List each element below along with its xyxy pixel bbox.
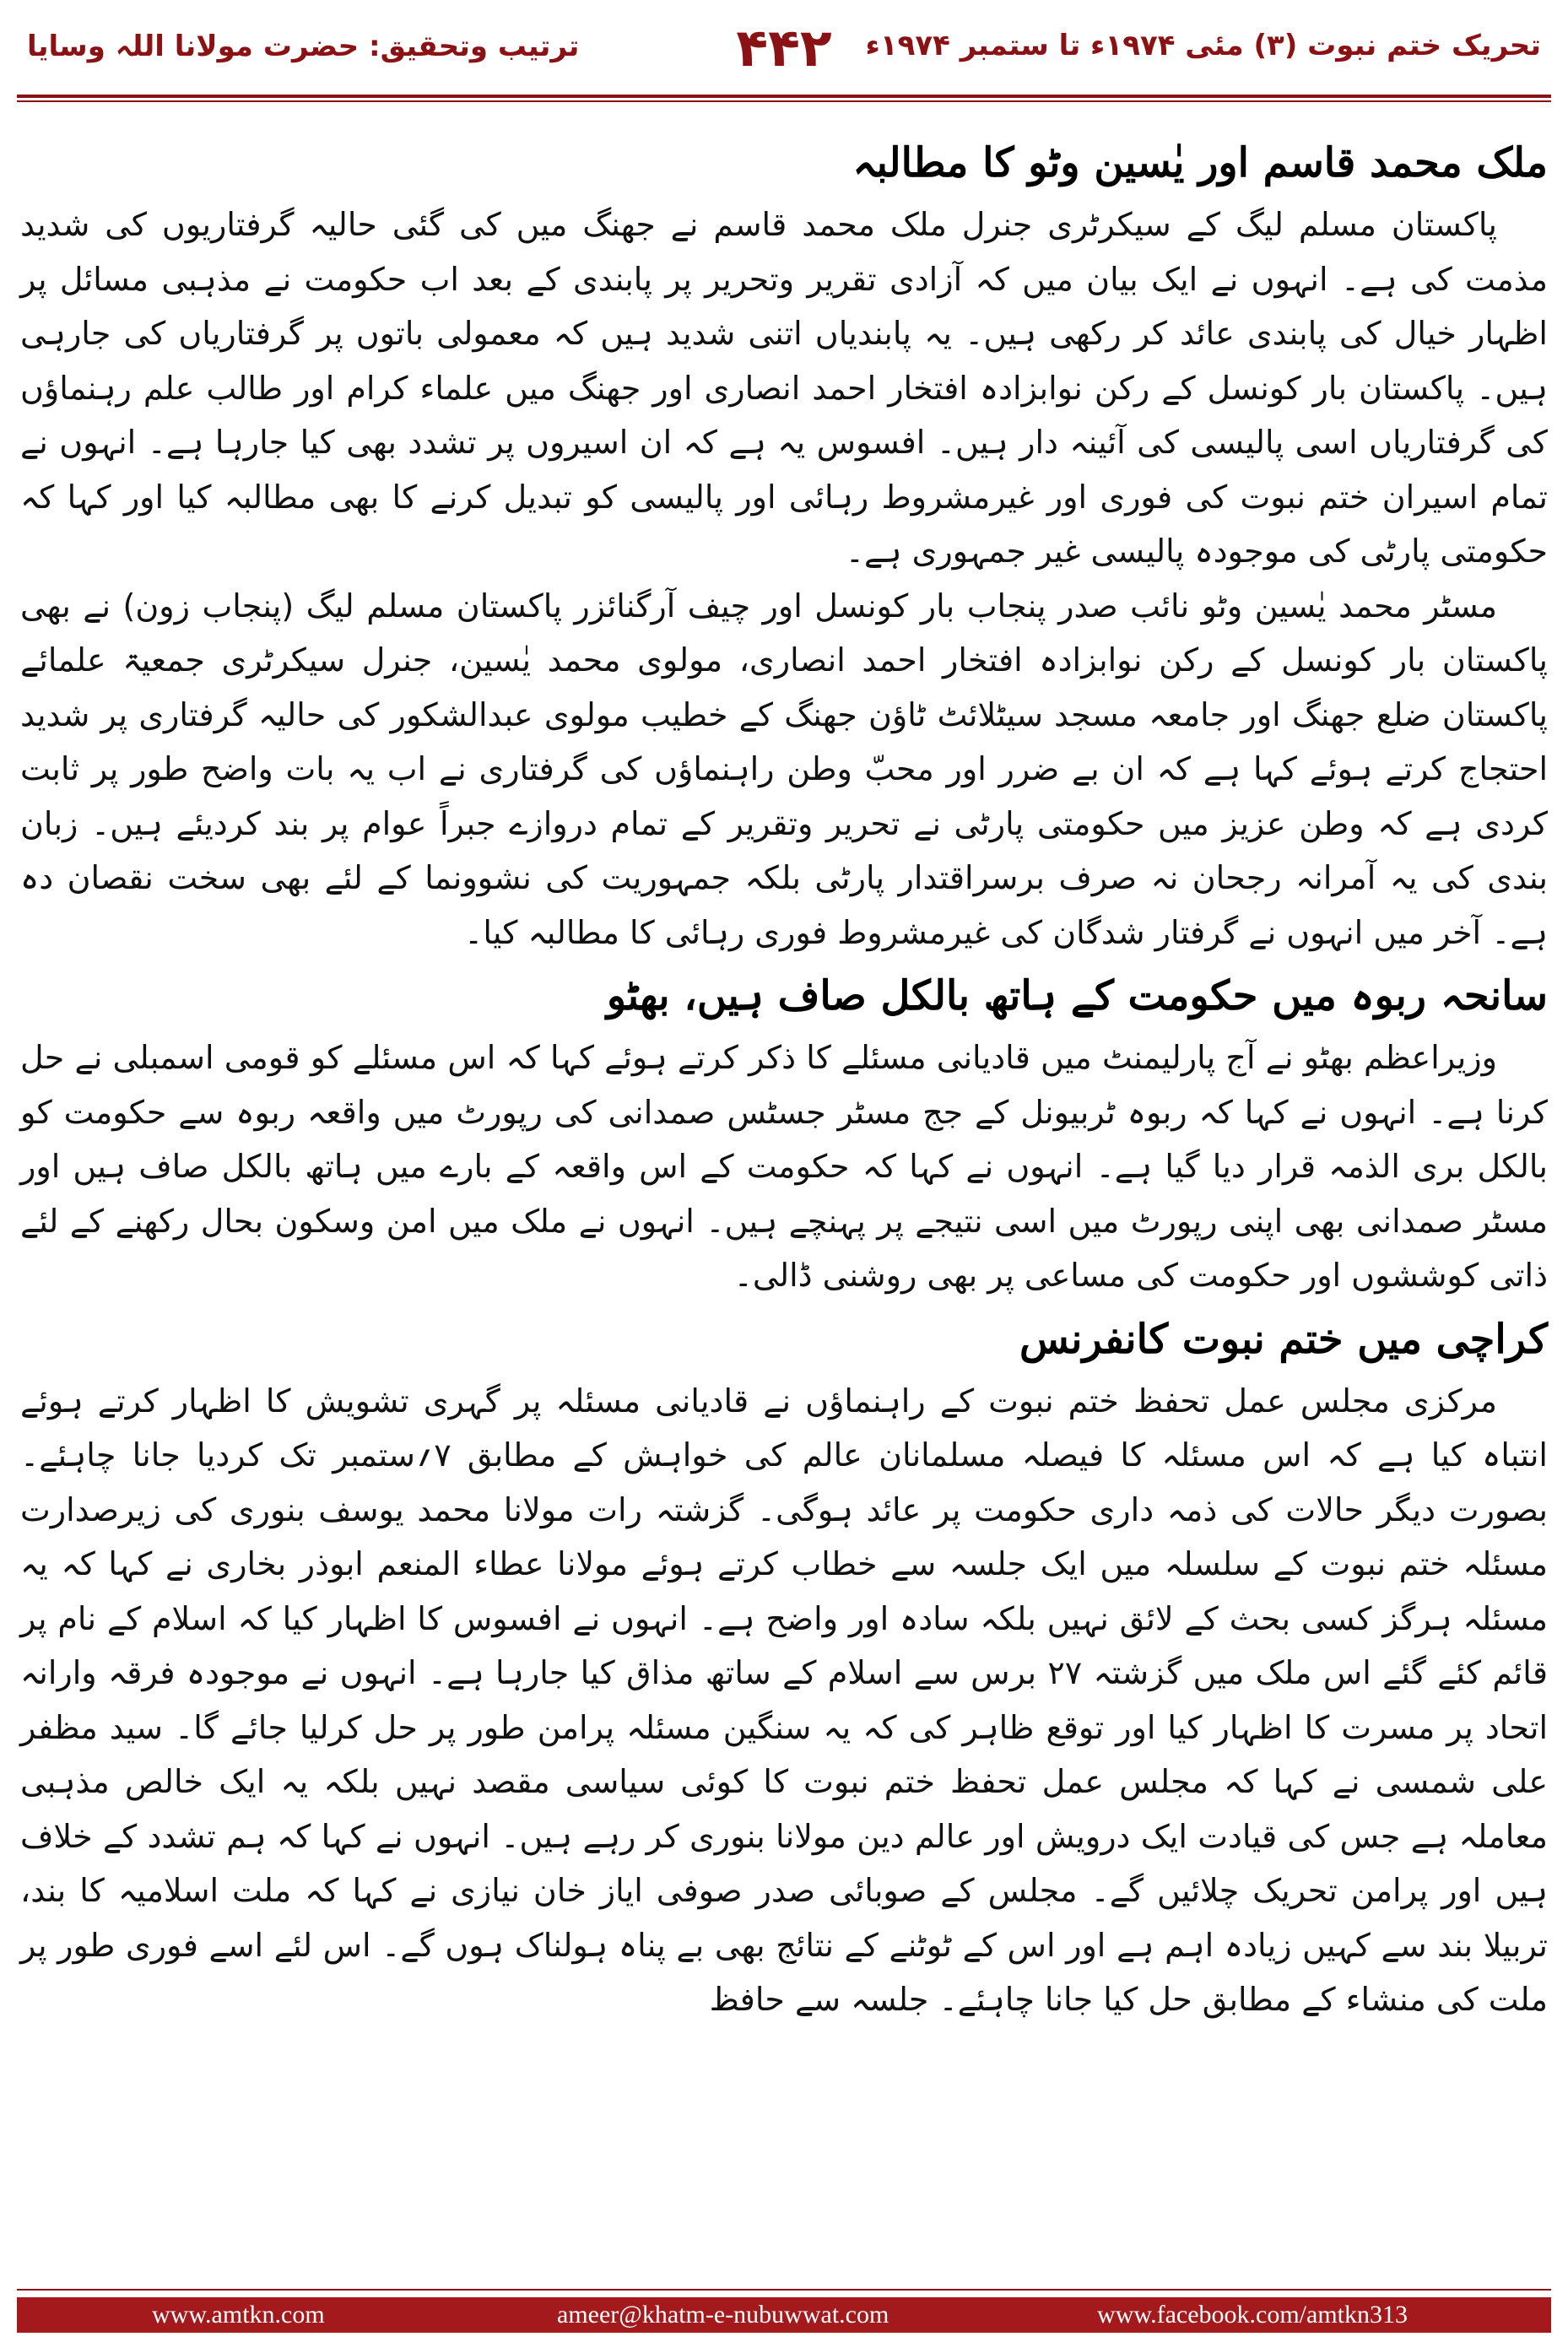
book-title: تحریک ختم نبوت (۳) مئی ۱۹۷۴ء تا ستمبر ۱۹۷۴ء xyxy=(865,29,1541,62)
paragraph: مسٹر محمد یٰسین وٹو نائب صدر پنجاب بار کونسل اور چیف آرگنائزر پاکستان مسلم لیگ (پنجاب زون) نے بھی پاکستان بار کونسل کے رکن نوابزادہ افتخار احمد انصاری، مولوی محمد یٰسین، جنرل سیکرٹری جمعیۃ علمائے پاکستان ضلع جھنگ اور جامعہ مسجد سیٹلائٹ ٹاؤن جھنگ کے خطیب مولوی عبدالشکور کی حالیہ گرفتاری پر شدید احتجاج کرتے ہوئے کہا ہے کہ ان بے ضرر اور محبّ وطن راہنماؤں کی گرفتاری نے اب یہ بات واضح طور پر ثابت کردی ہے کہ وطن عزیز میں حکومتی پارٹی نے تحریر وتقریر کے تمام دروازے جبراً عوام پر بند کردیئے ہیں۔ زبان بندی کی یہ آمرانہ رجحان نہ صرف برسراقتدار پارٹی بلکہ جمہوریت کی نشوونما کے لئے بھی سخت نقصان دہ ہے۔ آخر میں انہوں نے گرفتار شدگان کی غیرمشروط فوری رہائی کا مطالبہ کیا۔ xyxy=(20,587,1548,951)
page-footer xyxy=(17,2297,1551,2333)
facebook-link[interactable]: www.facebook.com/amtkn313 xyxy=(1097,2301,1408,2328)
section-heading: کراچی میں ختم نبوت کانفرنس xyxy=(1019,1315,1548,1363)
paragraph: وزیراعظم بھٹو نے آج پارلیمنٹ میں قادیانی مسئلے کا ذکر کرتے ہوئے کہا کہ اس مسئلے کو قومی اسمبلی نے حل کرنا ہے۔ انہوں نے کہا کہ ربوہ ٹربیونل کے جج مسٹر جسٹس صمدانی کی رپورٹ میں واقعہ ربوہ سے حکومت کو بالکل بری الذمہ قرار دیا گیا ہے۔ انہوں نے کہا کہ حکومت کے اس واقعہ کے بارے میں ہاتھ بالکل صاف ہیں اور مسٹر صمدانی بھی اپنی رپورٹ میں اسی نتیجے پر پہنچے ہیں۔ انہوں نے ملک میں امن وسکون بحال رکھنے کے لئے ذاتی کوششوں اور حکومت کی مساعی پر بھی روشنی ڈالی۔ xyxy=(20,1039,1548,1294)
footer-divider xyxy=(17,2289,1551,2291)
email-link[interactable]: ameer@khatm-e-nubuwwat.com xyxy=(557,2301,889,2328)
header-divider xyxy=(17,95,1551,102)
section-malik-qasim xyxy=(20,133,1548,960)
page-content xyxy=(20,127,1548,2253)
website-link[interactable]: www.amtkn.com xyxy=(152,2301,325,2328)
section-heading: ملک محمد قاسم اور یٰسین وٹو کا مطالبہ xyxy=(852,139,1548,187)
paragraph: مرکزی مجلس عمل تحفظ ختم نبوت کے راہنماؤں نے قادیانی مسئلہ پر گہری تشویش کا اظہار کرتے ہوئے انتباہ کیا ہے کہ اس مسئلہ کا فیصلہ مسلمانان عالم کی خواہش کے مطابق ۷؍ستمبر تک کردیا جانا چاہئے۔ بصورت دیگر حالات کی ذمہ داری حکومت پر عائد ہوگی۔ گزشتہ رات مولانا محمد یوسف بنوری کی زیرصدارت مسئلہ ختم نبوت کے سلسلہ میں ایک جلسہ سے خطاب کرتے ہوئے مولانا عطاء المنعم ابوذر بخاری نے کہا کہ یہ مسئلہ ہرگز کسی بحث کے لائق نہیں بلکہ سادہ اور واضح ہے۔ انہوں نے افسوس کا اظہار کیا کہ اسلام کے نام پر قائم کئے گئے اس ملک میں گزشتہ ۲۷ برس سے اسلام کے ساتھ مذاق کیا جارہا ہے۔ انہوں نے موجودہ فرقہ وارانہ اتحاد پر مسرت کا اظہار کیا اور توقع ظاہر کی کہ یہ سنگین مسئلہ پرامن طور پر حل کرلیا جائے گا۔ سید مظفر علی شمسی نے کہا کہ مجلس عمل تحفظ ختم نبوت کا کوئی سیاسی مقصد نہیں بلکہ یہ ایک خالص مذہبی معاملہ ہے جس کی قیادت ایک درویش اور عالم دین مولانا بنوری کر رہے ہیں۔ انہوں نے کہا کہ ہم تشدد کے خلاف ہیں اور پرامن تحریک چلائیں گے۔ مجلس کے صوبائی صدر صوفی ایاز خان نیازی نے کہا کہ ملت اسلامیہ کا بند، تربیلا بند سے کہیں زیادہ اہم ہے اور اس کے ٹوٹنے کے نتائج بھی بے پناہ ہولناک ہوں گے۔ اس لئے اسے فوری طور پر ملت کی منشاء کے مطابق حل کیا جانا چاہئے۔ جلسہ سے حافظ xyxy=(20,1382,1548,2018)
section-heading: سانحہ ربوہ میں حکومت کے ہاتھ بالکل صاف ہیں، بھٹو xyxy=(606,972,1548,1020)
page-number: ۴۴۲ xyxy=(736,17,832,78)
page-header xyxy=(17,17,1551,84)
paragraph: پاکستان مسلم لیگ کے سیکرٹری جنرل ملک محمد قاسم نے جھنگ میں کی گئی حالیہ گرفتاریوں کی شدید مذمت کی ہے۔ انہوں نے ایک بیان میں کہ آزادی تقریر وتحریر پر پابندی کے بعد اب حکومت نے مذہبی مسائل پر اظہار خیال کی پابندی عائد کر رکھی ہیں۔ یہ پابندیاں اتنی شدید ہیں کہ معمولی باتوں پر گرفتاریاں کی جارہی ہیں۔ پاکستان بار کونسل کے رکن نوابزادہ افتخار احمد انصاری اور جھنگ میں علماء کرام اور طالب علم رہنماؤں کی گرفتاریاں اسی پالیسی کی آئینہ دار ہیں۔ افسوس یہ ہے کہ ان اسیروں پر تشدد بھی کیا جارہا ہے۔ انہوں نے تمام اسیران ختم نبوت کی فوری اور غیرمشروط رہائی اور پالیسی کو تبدیل کرنے کا بھی مطالبہ کیا اور کہا کہ حکومتی پارٹی کی موجودہ پالیسی غیر جمہوری ہے۔ xyxy=(20,206,1548,570)
compiler-credit: ترتیب وتحقیق: حضرت مولانا اللہ وسایا xyxy=(27,30,580,63)
section-rabwah-incident xyxy=(20,966,1548,1303)
section-karachi-conference xyxy=(20,1310,1548,2027)
